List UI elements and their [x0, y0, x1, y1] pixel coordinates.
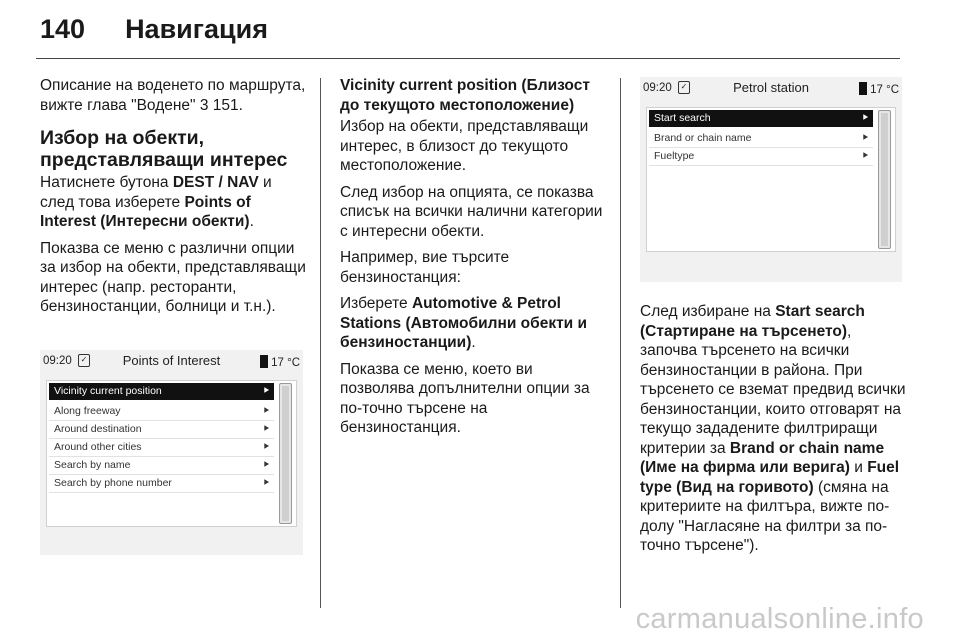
alert-icon: ✓	[78, 354, 90, 367]
route-guidance-paragraph	[40, 76, 308, 115]
menu-item-label: Brand or chain name	[654, 132, 752, 144]
thermometer-icon	[859, 82, 867, 95]
text-span: (смяна на критериите на филтъра, вижте по-долу "Нагласяне на филтри за по-точно търсене").	[640, 478, 890, 554]
chevron-right-icon: ⯈	[861, 113, 869, 124]
text-span: Изберете	[340, 295, 412, 312]
screen-status-bar	[640, 77, 902, 101]
menu-item[interactable]	[649, 110, 873, 127]
menu-item-label: Vicinity current position	[54, 385, 162, 397]
chevron-right-icon: ⯈	[262, 386, 270, 397]
column-divider	[620, 78, 621, 608]
menu-item-label: Start search	[654, 112, 711, 124]
poi-instructions	[40, 173, 308, 232]
chevron-right-icon: ⯈	[262, 442, 270, 453]
text-span: , започва търсенето на всички бензиностанции в района. При търсенето се вземат предвид всички бензиностанции, които отговарят на текущо зададените филтриращи критерии за	[640, 322, 906, 457]
chevron-right-icon: ⯈	[262, 406, 270, 417]
column-right	[640, 302, 908, 563]
temperature	[260, 355, 300, 369]
start-search-description	[640, 302, 908, 556]
clock: 09:20	[643, 82, 672, 94]
section-title: Навигация	[125, 14, 268, 44]
thermometer-icon	[260, 355, 268, 368]
temperature-value: 17 °C	[870, 84, 899, 96]
menu-item-label: Fueltype	[654, 150, 695, 162]
clock: 09:20	[43, 355, 72, 367]
text-span: Натиснете бутона	[40, 174, 173, 191]
scrollbar[interactable]	[279, 383, 292, 524]
column-middle	[340, 76, 608, 445]
screen-status-bar	[40, 350, 303, 374]
menu-item[interactable]	[649, 148, 873, 166]
scrollbar-thumb[interactable]	[282, 386, 289, 521]
temperature-value: 17 °C	[271, 357, 300, 369]
scrollbar[interactable]	[878, 110, 891, 249]
chevron-right-icon: ⯈	[262, 460, 270, 471]
menu-options-text: Показва се меню, което ви позволява допълнителни опции за по-точно търсене на бензиностанция.	[340, 360, 590, 436]
menu-item-label: Search by phone number	[54, 477, 172, 489]
text-span: .	[249, 213, 254, 230]
column-divider	[320, 78, 321, 608]
menu-item[interactable]	[49, 403, 274, 421]
chevron-right-icon: ⯈	[262, 478, 270, 489]
chevron-right-icon: ⯈	[861, 133, 869, 144]
menu-item[interactable]	[49, 439, 274, 457]
menu-item-label: Search by name	[54, 459, 131, 471]
menu-display	[646, 107, 896, 252]
text-span: и	[849, 459, 868, 476]
page-header	[40, 14, 268, 45]
menu-item[interactable]	[49, 421, 274, 439]
poi-heading: Избор на обекти, представляващи интерес	[40, 127, 288, 171]
text-span: След избиране на	[640, 303, 776, 320]
alert-icon: ✓	[678, 81, 690, 94]
example-text: Например, вие търсите бензиностанция:	[340, 249, 510, 286]
page-reference: 3 151.	[199, 96, 243, 114]
scrollbar-thumb[interactable]	[881, 113, 888, 246]
menu-item-label: Around destination	[54, 423, 142, 435]
vicinity-heading: Vicinity current position (Близост до текущото местоположение)	[340, 77, 590, 114]
start-search-label: Start search (Стартиране на търсенето)	[640, 303, 865, 340]
petrol-station-screen-image	[640, 77, 902, 282]
column-left	[40, 76, 308, 324]
text-span: .	[471, 334, 476, 351]
brand-label: Brand or chain name (Име на фирма или верига)	[640, 439, 885, 476]
header-divider	[36, 58, 900, 59]
route-guidance-text: Описание на воденето по маршрута, вижте глава "Водене"	[40, 77, 306, 114]
points-of-interest-label: Points of Interest (Интересни обекти)	[40, 193, 251, 230]
chevron-right-icon: ⯈	[861, 151, 869, 162]
menu-display	[46, 380, 297, 527]
automotive-label: Automotive & Petrol Stations (Автомобилни обекти и бензиностанции)	[340, 295, 588, 351]
chevron-right-icon: ⯈	[262, 424, 270, 435]
fuel-type-label: Fuel type (Вид на горивото)	[640, 459, 900, 496]
menu-item-label: Along freeway	[54, 405, 121, 417]
temperature	[859, 82, 899, 96]
text-span: и след това изберете	[40, 174, 272, 211]
menu-item-label: Around other cities	[54, 441, 142, 453]
screen-title: Points of Interest	[122, 353, 221, 368]
menu-item[interactable]	[49, 383, 274, 400]
menu-item[interactable]	[649, 130, 873, 148]
vicinity-description: Избор на обекти, представляващи интерес, в близост до текущото местоположение.	[340, 118, 589, 174]
select-automotive-text	[340, 294, 608, 353]
page-number: 140	[40, 14, 86, 44]
screen-title: Petrol station	[733, 80, 809, 95]
menu-description: Показва се меню с различни опции за избор на обекти, представляващи интерес (напр. ресторанти, бензиностанции, болници и т.н.).	[40, 239, 306, 315]
watermark: carmanualsonline.info	[635, 603, 924, 635]
poi-screen-image	[40, 350, 303, 555]
category-list-text: След избор на опцията, се показва списък на всички налични категории с интересни обекти.	[340, 183, 603, 240]
menu-item[interactable]	[49, 475, 274, 493]
menu-item[interactable]	[49, 457, 274, 475]
dest-nav-label: DEST / NAV	[172, 174, 259, 191]
